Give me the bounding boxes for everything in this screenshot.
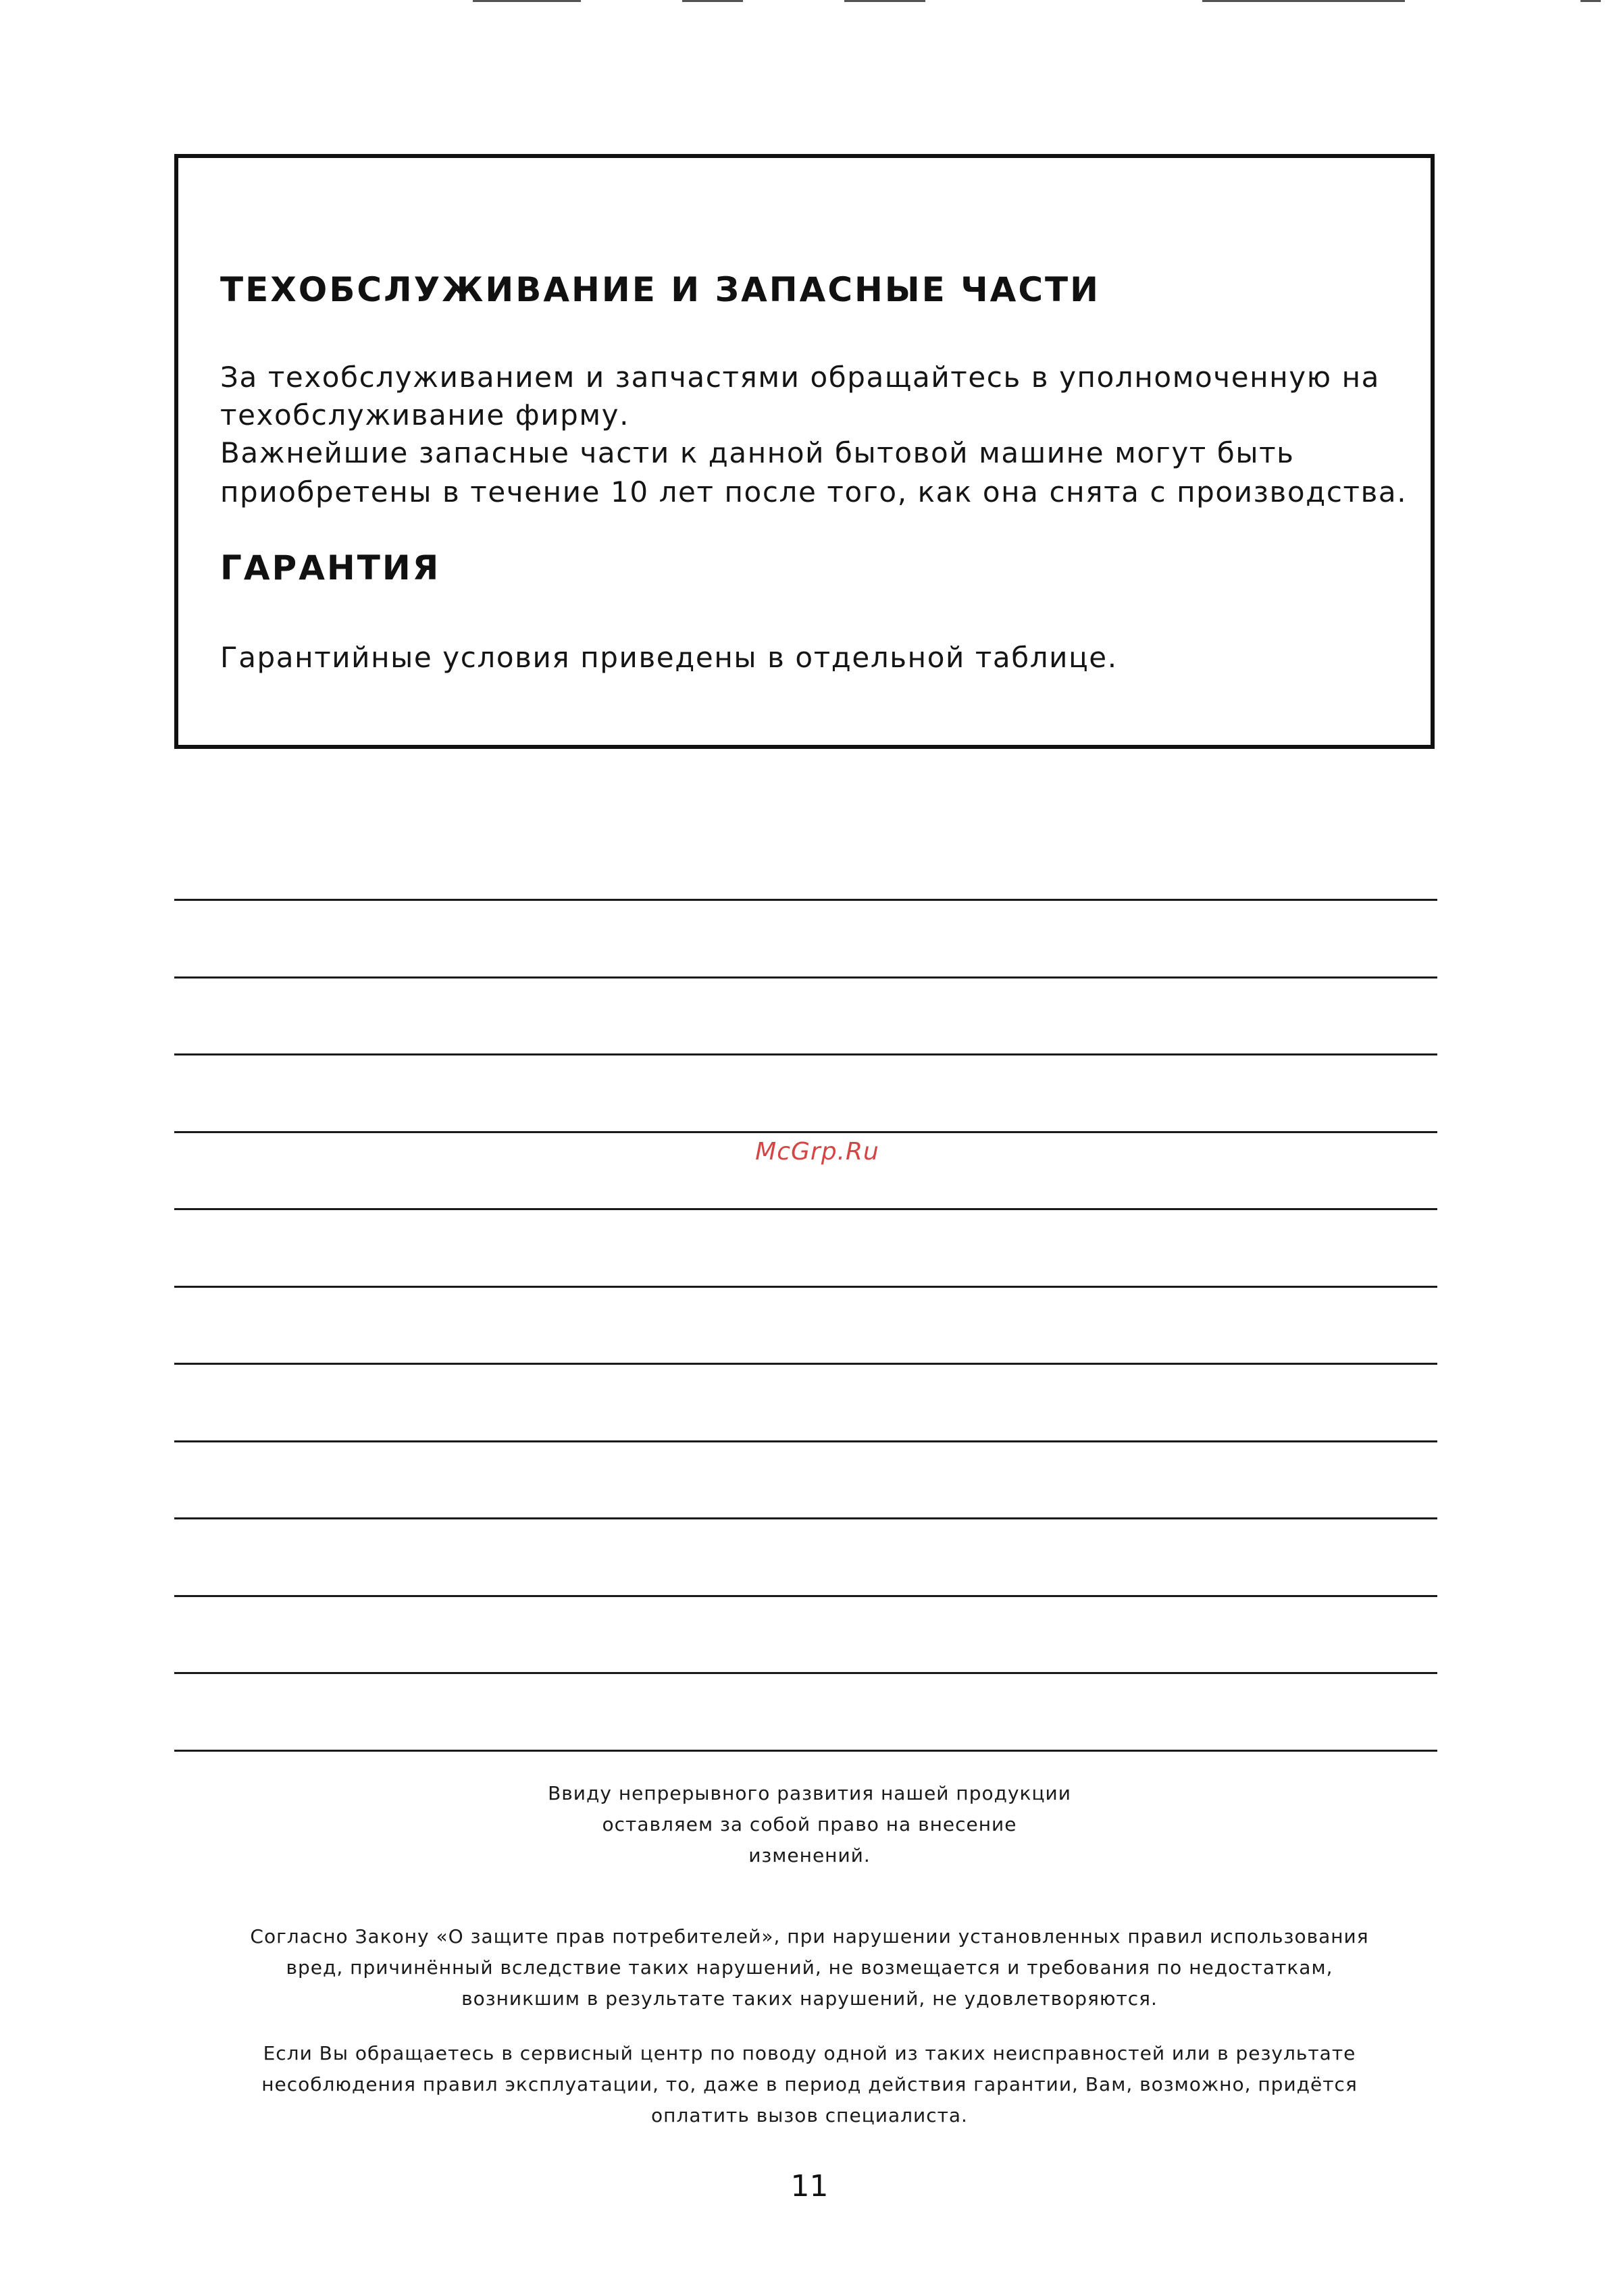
- notes-line: [174, 899, 1437, 901]
- maintenance-text-line: техобслуживание фирму.: [220, 398, 630, 432]
- changes-notice-line: изменений.: [748, 1844, 871, 1867]
- scan-artifact: [1581, 0, 1601, 2]
- notes-line: [174, 1363, 1437, 1365]
- law-notice-line: возникшим в результате таких нарушений, не удовлетворяются.: [461, 1987, 1158, 2010]
- scan-artifact: [682, 0, 743, 2]
- warranty-text: Гарантийные условия приведены в отдельной таблице.: [220, 641, 1118, 674]
- service-call-notice-line: несоблюдения правил эксплуатации, то, даже в период действия гарантии, Вам, возможно, придётся: [261, 2073, 1358, 2095]
- maintenance-heading: ТЕХОБСЛУЖИВАНИЕ И ЗАПАСНЫЕ ЧАСТИ: [220, 270, 1100, 309]
- maintenance-text-line: За техобслуживанием и запчастями обращайтесь в уполномоченную на: [220, 361, 1381, 394]
- notes-line: [174, 1672, 1437, 1674]
- notes-line: [174, 1208, 1437, 1210]
- scan-artifact: [844, 0, 925, 2]
- notes-line: [174, 1440, 1437, 1442]
- changes-notice-line: оставляем за собой право на внесение: [602, 1813, 1017, 1835]
- maintenance-text-line: Важнейшие запасные части к данной бытовой машине могут быть: [220, 436, 1295, 469]
- notes-line: [174, 1595, 1437, 1597]
- watermark: McGrp.Ru: [755, 1138, 879, 1166]
- maintenance-text-line: приобретены в течение 10 лет после того, как она снята с производства.: [220, 475, 1408, 508]
- page-number: 11: [790, 2169, 829, 2203]
- law-notice-line: вред, причинённый вследствие таких нарушений, не возмещается и требования по недостаткам,: [286, 1956, 1333, 1979]
- scan-artifact: [1202, 0, 1405, 2]
- notes-line: [174, 1517, 1437, 1519]
- notes-line: [174, 1053, 1437, 1055]
- warranty-heading: ГАРАНТИЯ: [220, 548, 441, 588]
- service-warranty-box: [174, 154, 1435, 749]
- notes-line: [174, 1750, 1437, 1752]
- law-notice-line: Согласно Закону «О защите прав потребителей», при нарушении установленных правил использования: [250, 1925, 1369, 1948]
- service-call-notice-line: Если Вы обращаетесь в сервисный центр по поводу одной из таких неисправностей или в результате: [263, 2042, 1356, 2064]
- changes-notice-line: Ввиду непрерывного развития нашей продукции: [548, 1782, 1071, 1804]
- service-call-notice: [0, 2038, 1619, 2131]
- notes-line: [174, 1286, 1437, 1288]
- scan-artifact: [473, 0, 581, 2]
- notes-line: [174, 1131, 1437, 1133]
- changes-notice: [0, 1778, 1619, 1871]
- notes-line: [174, 976, 1437, 979]
- service-call-notice-line: оплатить вызов специалиста.: [651, 2104, 968, 2127]
- law-notice: [0, 1921, 1619, 2014]
